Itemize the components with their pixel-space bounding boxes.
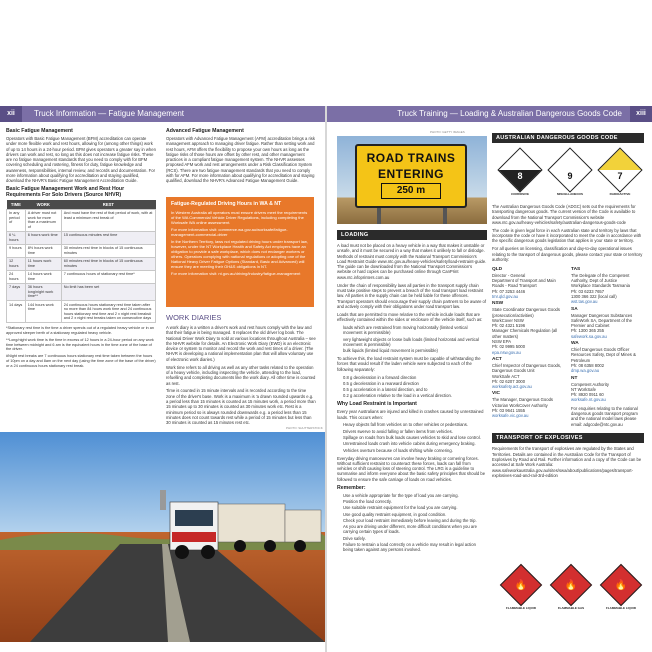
right-page-header [326, 106, 652, 122]
dg-diamond-corrosive-icon [497, 147, 542, 192]
table-header-cell: TIME [7, 200, 26, 209]
callout-paragraph: For more information visit: nt.gov.au/driving/industry/fatigue-management [171, 271, 301, 277]
table-cell: 24 continuous hours stationary rest time taken after no more than 84 hours work time and 24 continuous hours stationary rest time and 2 x night rest breaks# and 2 x night rest breaks taken on consecutive days [61, 301, 155, 323]
force-item: • 0.8 g deceleration in a forward direction [343, 375, 487, 380]
table-cell: 36 hours long/night work time** [25, 283, 61, 301]
authorities-left [492, 265, 565, 430]
authority-line: safework.sa.gov.au [571, 333, 607, 339]
wa-nt-callout-title: Fatigue-Regulated Driving Hours in WA & NT [171, 201, 282, 207]
authority-line: Ph: 02 9995 5000 [492, 344, 526, 350]
authority-line: Victorian WorkCover Authority [492, 402, 548, 408]
callout-paragraph: In Western Australia all operators must ensure drivers meet the requirements of the WA Commercial Vehicle Driver Regulations, including completing the Worksafe WA online assessment. [171, 210, 308, 226]
right-page-title: Truck Training — Loading & Australian Dangerous Goods Code [397, 109, 622, 118]
left-column-2-bottom [166, 310, 316, 428]
remember-item: • As you are driving under different, more difficult conditions when you are carrying certain types of loads. [343, 524, 487, 535]
authority-line: Ph: 03 9641 1555 [492, 407, 526, 413]
authority-block [492, 267, 565, 299]
table-cell: No limit has been set [61, 283, 155, 301]
bfm-body: Operators with Basic Fatigue Management (BFM) accreditation can operate under more flexible work and rest hours, allowing for (among other things) work of up to 14 hours in a 24-hour period. BFM gives operators a greater say in when drivers can work and rest, so long as this does not increase fatigue risks. These are no fatigue management standards that you need to comply with for BFM covering scheduling and rostering, fitness for duty, fatigue knowledge and awareness, responsibilities, internal review, and records and documentation. For more information about qualifying for accreditation and staying qualified, download the NHVR's Basic Fatigue Management Accreditation Guide. [6, 136, 156, 184]
authority-line: Department of Transport and Main Roads - Road Transport [492, 278, 556, 289]
authority-line: worksafe.vic.gov.au [492, 413, 529, 419]
remember-item: • Check your load restraint immediately before leaving and during the trip. [343, 518, 487, 523]
loading-paragraph: A load must not be placed on a heavy vehicle in a way that makes it unstable or unsafe, and it must be secured in a way that makes it unlikely to fall or dislodge. Methods of restraint must comply with the National Transport Commission's Load Restraint Guide www.ntc.gov.au/heavy-vehicles/safety/load-restraint-guide. The guide can be downloaded from the National Transport Commission's website or hard copies can be purchased online through CanPrint www.ntc.infoprinters.com.au [337, 243, 487, 280]
loading-bullet: • very lightweight objects or loose bulk loads (limited horizontal and vertical movement is permissible) [343, 337, 487, 348]
authority-line: Manager Dangerous Substances [571, 312, 633, 318]
authority-line: Manager Chemicals Regulation (all other matters) [492, 328, 558, 339]
work-diaries-paragraph: A work diary is a written a driver's work and rest hours comply with the law and that their fatigue is being managed. It replaces the old driver log book. The National Driver Work Diary to sold at various locations throughout Australia – see the NHVR website for details. An Electronic Work Diary (EWD) is an electronic device or system to monitor and record the work and rest times of a driver. (The NHVR is developing a national implementation plan that will allow voluntary use of electronic work diaries.) [166, 325, 316, 362]
table-row [7, 301, 156, 323]
authority-block [492, 357, 565, 389]
authority-line: WorkSafe ACT [492, 373, 520, 379]
left-column-1 [6, 128, 156, 428]
table-row [7, 270, 156, 283]
remember-item: • Failure to restrain a load correctly on a vehicle may result in legal action being taken against any persons involved. [343, 542, 487, 553]
road-train-photo [0, 432, 325, 642]
dg-caption: RADIOACTIVE [609, 192, 631, 196]
table-cell: 8½ hours work time [25, 244, 61, 257]
authority-line: Ph: 08 6358 8002 [571, 362, 605, 368]
flammable-caption: FLAMMABLE LIQUID [506, 606, 536, 610]
bfm-table-source: (Source NHVR) [83, 192, 122, 199]
flammable-labels [492, 566, 642, 610]
table-cell: 6 ¼ hours [7, 231, 26, 244]
authority-line: State Coordinator Dangerous Goods (prosecution/activities) [492, 307, 560, 318]
authority-line: Ph: 02 6207 3000 [492, 378, 526, 384]
flammable-diamond-icon [550, 564, 592, 606]
table-cell: 12 hours [7, 257, 26, 270]
flame-icon: 🔥 [614, 579, 628, 591]
authority-line: Ph: 8920 0911 60 [571, 392, 604, 398]
authority-line: Director - General [492, 272, 526, 278]
loading-body-2: To achieve this, the load restraint system must be capable of withstanding the forces that would result if the laden vehicle were subjected to each of the following separately: [337, 356, 481, 372]
table-header-cell: REST [61, 200, 155, 209]
remember-item: • Position the load correctly. [343, 499, 487, 504]
adg-paragraph: The code is given legal force in each Australian state and territory by laws that incorporate the code or have it incorporated to meet the code in accordance with the specific dangerous goods legislation that applies in your state or territory. [492, 227, 642, 244]
flame-icon: 🔥 [564, 579, 578, 591]
table-header-cell: WORK [25, 200, 61, 209]
authority-line: worksafe.nt.gov.au [571, 397, 606, 403]
table-cell: A driver must not work for more than a maximum of [25, 209, 61, 231]
loading-bullet: • bulk liquids (limited liquid movement is permissible) [343, 348, 487, 353]
bfm-heading: Basic Fatigue Management [6, 128, 73, 134]
dangerous-goods-labels [492, 148, 642, 200]
left-page-header [0, 106, 326, 122]
force-item: • 0.5 g acceleration in a lateral direction, and to [343, 387, 487, 392]
authority-line: NSW EPA [492, 339, 512, 345]
road-trains-sign-photo [337, 136, 487, 224]
left-column-2-top [166, 128, 316, 196]
adg-paragraph: The Australian Dangerous Goods Code (ADGC) sets out the requirements for transporting dangerous goods. The current version of the Code is available to download from the National Transport Commission's website www.ntc.gov.au/heavy-vehicles/safety/australian-dangerous-goods-code [492, 204, 636, 225]
left-page-number: xii [0, 106, 22, 122]
flammable-caption: FLAMMABLE GAS [557, 606, 585, 610]
authority-line: Chief Dangerous Goods Officer [571, 347, 630, 353]
why-bullet: • Spillage on roads from bulk loads causes vehicles to skid and lose control. [343, 435, 487, 440]
remember-item: • Use suitable restraint equipment for the load you are carrying. [343, 505, 487, 510]
work-diaries-heading: WORK DIARIES [166, 313, 222, 322]
table-cell: In any period of [7, 209, 26, 231]
remember-item: • Use good quality restraint equipment, in good condition. [343, 512, 487, 517]
flammable-diamond-icon [600, 564, 642, 606]
explosives-body: Requirements for the transport of explosives are regulated by the States and Territories. Details are contained in the Australian Code for the Transport of Explosives by Road and Rail. Further information and a copy of the Code can be accessed at Safe Work Australia: www.safeworkaustralia.gov.au/sites/swa/about/publications/pages/transport-explosives-road-and-rail-3rd-edition [492, 446, 642, 478]
authority-line: SafeWork SA, Department of the Premier and Cabinet [571, 317, 632, 329]
table-cell: 7 days [7, 283, 26, 301]
table-cell: 30 minutes rest time in blocks of 15 continuous minutes [61, 244, 155, 257]
authorities-grid [492, 265, 644, 430]
enquiries-text: For enquiries relating to the national dangerous goods transport program and the national model laws please email: adgcode@ntc.gov.au [571, 405, 638, 427]
remember-item: • Use a vehicle appropriate for the type of load you are carrying. [343, 493, 487, 498]
authority-line: Ph: 03 6233 7657 [571, 288, 605, 294]
table-cell: 24 hours [7, 270, 26, 283]
afm-heading: Advanced Fatigue Management [166, 128, 244, 134]
page-gutter [325, 106, 327, 652]
truck-photo-credit: PHOTO: SHUTTERSTOCK [286, 426, 323, 430]
table-note: #Night rest breaks are 7 continuous hours stationary rest time taken between the hours of 10pm on a day and 8am on the next day (using the time zone of the base of the driver) or a 24 continuous hours stationary rest break. [6, 354, 156, 368]
authority-line: 1300 366 322 (local call) [571, 293, 617, 299]
dg-class-number: 9 [567, 171, 573, 181]
authority-line: Ph: 02 4321 5196 [492, 323, 526, 329]
road-train-illustration [0, 432, 325, 642]
authority-line: The Delegate of the Competent Authority, Dept of Justice [571, 272, 630, 284]
authority-line: Workplace Standards Tasmania [571, 283, 630, 289]
why-bullet: • Drivers swerve to avoid falling or fallen items from vehicles. [343, 429, 487, 434]
work-diaries-paragraph: Work time refers to all driving as well as any other tasks related to the operation of a heavy vehicle, including inspecting the vehicle, attending to the load, refuelling and completing documents like the work diary. All other time is counted as rest. [166, 364, 316, 386]
loading-bullet: • loads which are restrained from moving horizontally (limited vertical movement is permissible) [343, 325, 487, 336]
sign-post-left [377, 208, 381, 224]
authority-block [571, 307, 644, 339]
sign-text-road-trains: ROAD TRAINS [366, 151, 456, 165]
authority-line: Resources Safety, Dept of Mines & Petroleum [571, 352, 636, 363]
table-row [7, 283, 156, 301]
authority-line: Chief Inspector of Dangerous Goods, Dangerous Goods Unit [492, 362, 562, 374]
why-bullet: • Heavy objects fall from vehicles on to other vehicles or pedestrians. [343, 422, 487, 427]
authority-block [571, 376, 644, 403]
table-cell: 7 continuous hours of stationary rest time* [61, 270, 155, 283]
authority-state: SA [571, 306, 578, 312]
authority-state: TAS [571, 266, 581, 272]
why-bullet: • Vehicles overturn because of loads shifting while cornering. [343, 448, 487, 453]
afm-body: Operators with Advanced Fatigue Management (AFM) accreditation brings a risk management approach to managing driver fatigue. Rather than setting work and rest hours, AFM offers the flexibility to propose your own hours as long as the fatigue risks of those hours are offset by other rest, and other management practices in a compliant fatigue management system. The NHVR assesses proposed AFM work and rest arrangements under a Risk Classification System (RCS). There are two fatigue management standards that you need to comply with for AFM. For more information about qualifying for accreditation and staying qualified, download the NHVR's Advanced Fatigue Management Guide. [166, 136, 315, 184]
authority-state: WA [571, 341, 579, 347]
bfm-table-title: Basic Fatigue Management Work and Rest Hour Requirements For Solo Drivers (Source NHVR) [6, 186, 125, 199]
left-page-title: Truck Information — Fatigue Management [34, 109, 184, 118]
bfm-table [6, 200, 156, 323]
right-column-3 [337, 243, 487, 643]
loading-paragraph: Under the chain of responsibility laws all parties in the transport supply chain must take positive steps to prevent a breach of the road transport load restraint law. All parties in the supply chain can be held liable for these offences. Transport operators should encourage their supply chain partners to be aware of and actively comply with their obligations under road transport law. [337, 282, 487, 309]
work-diaries-paragraph: Time is counted in 15 minute intervals and is recorded according to the time zone of the driver's base. Work is a maximum is 'a drawn rounded upwards e.g. a period less than 15 minutes is counted as 15 minutes work, a period more than 15 minutes up to 30 minutes is counted as 30 minutes work etc. Rest is a minimum period so is always rounded downwards e.g. a period less than 15 minutes does not count towards rest while a period of 15 minutes but less than 30 minutes is counted as 15 minutes rest etc. [166, 388, 316, 426]
authority-line: Ph: 1300 365 255 [571, 328, 605, 334]
table-cell: 6 hours work time [25, 231, 61, 244]
flame-icon: 🔥 [514, 579, 528, 591]
authority-block [571, 341, 644, 373]
force-item: • 0.2 g acceleration relative to the load in a vertical direction. [343, 393, 487, 398]
table-note: *Stationary rest time is the time a driver spends out of a regulated heavy vehicle or in an approved sleeper berth of a stationary regulated heavy vehicle. [6, 326, 154, 335]
authority-line: WorkCover NSW [492, 317, 524, 323]
dg-caption: MISCELLANEOUS [556, 192, 583, 196]
authority-line: epa.nsw.gov.au [492, 349, 521, 355]
dg-class-number: 8 [517, 171, 523, 181]
authority-state: VIC [492, 391, 500, 397]
authority-line: Competent Authority [571, 381, 609, 387]
sign-text-entering: ENTERING [377, 167, 444, 181]
adg-code-heading: AUSTRALIAN DANGEROUS GOODS CODE [492, 133, 644, 143]
table-cell: 11 hours work time [25, 257, 61, 270]
dg-diamond-radioactive-icon [597, 147, 642, 192]
authority-block [492, 301, 565, 355]
authority-state: NSW [492, 301, 504, 307]
explosives-heading: TRANSPORT OF EXPLOSIVES [492, 433, 644, 443]
road-trains-sign [355, 144, 467, 208]
table-cell: 9 hours [7, 244, 26, 257]
table-row [7, 209, 156, 231]
right-page-number: xiii [630, 106, 652, 122]
dg-class-number: 7 [617, 171, 623, 181]
callout-paragraph: For more information visit: commerce.wa.gov.au/worksafe/fatigue-management-commercial-driver [171, 227, 288, 238]
sign-photo-credit: PHOTO: GETTY IMAGES [430, 130, 465, 134]
flammable-diamond-icon [500, 564, 542, 606]
dg-caption: CORROSIVE [510, 192, 529, 196]
authority-line: The Manager, Dangerous Goods [492, 397, 553, 403]
authority-line: Ph: 07 3253 4446 [492, 288, 526, 294]
authority-line: tmr.qld.gov.au [492, 293, 518, 299]
loading-heading: LOADING [337, 230, 487, 240]
force-item: • 0.5 g deceleration in a rearward direction [343, 381, 487, 386]
callout-paragraph: In the Northern Territory, laws not regulated driving hours under transport law, however, under the NT Workplace Health and Safety Act employers have an obligation to provide a safe workplace, which does not endanger workers or others. Operators complying with national regulations or adopting one of the National Heavy Driver Fatigue Options (Standard, Basic and Advanced) will ensure they are meeting their OH&S obligations in NT. [171, 239, 308, 270]
table-cell: 14 days [7, 301, 26, 323]
authority-state: QLD [492, 266, 503, 272]
why-bullet: • Unrestrained loads crash into vehicle cabins during emergency braking. [343, 441, 487, 446]
table-cell: 60 minutes rest time in blocks of 15 continuous minutes [61, 257, 155, 270]
authority-line: wst.tas.gov.au [571, 299, 598, 305]
table-row [7, 257, 156, 270]
table-note: **Long/night work time is the time in excess of 12 hours in a 24-hour period on any work time between midnight and 6 am is the equivalent hours in the time zone of the base of the driver. [6, 338, 154, 352]
why-bullets [337, 422, 487, 452]
sign-post-right [443, 208, 447, 224]
forces-list [337, 375, 487, 399]
adg-paragraph: For all queries on licensing, classification and day-to-day operational issues relating to the transport of dangerous goods, please contact your state or territory authority: [492, 246, 643, 262]
authority-state: ACT [492, 356, 502, 362]
loading-paragraph: Loads that are permitted to move relative to the vehicle include loads that are effectively contained within the sides or enclosure of the vehicle itself, such as: [337, 311, 483, 323]
authority-block [571, 267, 644, 305]
bfm-table-notes [6, 326, 156, 368]
table-row [7, 244, 156, 257]
authorities-right [571, 265, 644, 430]
wa-nt-callout [166, 197, 314, 307]
dg-diamond-miscellaneous-icon [547, 147, 592, 192]
why-heading: Why Load Restraint is Important [337, 401, 417, 408]
authority-block [492, 391, 565, 418]
table-row [7, 231, 156, 244]
remember-label: Remember: [337, 484, 366, 491]
table-cell: And must have the rest of that period of work, with at least a minimum rest break of [61, 209, 155, 231]
authority-state: NT [571, 375, 578, 381]
remember-item: • Drive safely. [343, 536, 487, 541]
table-cell: 14 hours work time [25, 270, 61, 283]
why-body: Every year Australians are injured and killed in crashes caused by unrestrained loads. This occurs when: [337, 409, 484, 420]
authority-line: NT WorkSafe [571, 386, 596, 392]
sign-text-distance: 250 m [381, 183, 441, 199]
table-cell: 144 hours work time [25, 301, 61, 323]
authority-line: dmp.wa.gov.au [571, 368, 600, 374]
authority-line: worksafety.act.gov.au [492, 384, 532, 390]
why-body-2: Everyday driving manoeuvres can involve heavy braking or cornering forces. Without sufficient restraint to counteract these forces, loads can fall from vehicles or shift causing loss of steering control. The LRG is a guideline to summarise and inform everyone about the basic safety principles that should be followed to ensure the safe carriage of loads on road vehicles. [337, 455, 486, 482]
remember-list [337, 493, 487, 553]
right-column-4 [492, 204, 644, 564]
table-cell: 15 continuous minutes rest time [61, 231, 155, 244]
loading-bullets [337, 325, 487, 353]
flammable-caption: FLAMMABLE LIQUID [606, 606, 636, 610]
